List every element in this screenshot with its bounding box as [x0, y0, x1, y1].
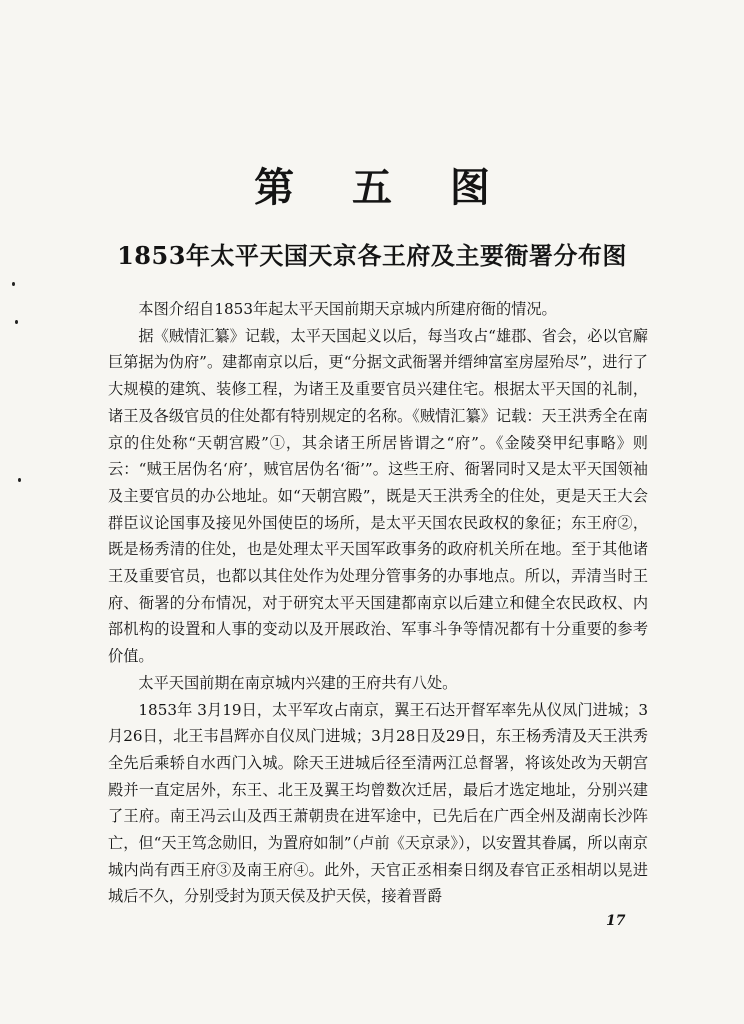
page-number: 17 — [606, 913, 626, 929]
paragraph: 据《贼情汇纂》记载，太平天国起义以后，每当攻占“雄郡、省会，必以官廨巨第据为伪府”。建都南京以后，更“分据文武衙署并缙绅富室房屋殆尽”，进行了大规模的建筑、装修工程，为诸王及重要官员兴建住宅。根据太平天国的礼制，诸王及各级官员的住处都有特别规定的名称。《贼情汇纂》记载：天王洪秀全在南京的住处称“天朝宫殿”①，其余诸王所居皆谓之“府”。《金陵癸甲纪事略》则云：“贼王居伪名‘府’，贼官居伪名‘衙’”。这些王府、衙署同时又是太平天国领袖及主要官员的办公地址。如“天朝宫殿”，既是天王洪秀全的住处，更是天王大会群臣议论国事及接见外国使臣的场所，是太平天国农民政权的象征；东王府②，既是杨秀清的住处，也是处理太平天国军政事务的政府机关所在地。至于其他诸王及重要官员，也都以其住处作为处理分管事务的办事地点。所以，弄清当时王府、衙署的分布情况，对于研究太平天国建都南京以后建立和健全农民政权、内部机构的设置和人事的变动以及开展政治、军事斗争等情况都有十分重要的参考价值。 — [108, 326, 648, 666]
map-subtitle: 1853年太平天国天京各王府及主要衙署分布图 — [117, 241, 627, 270]
paragraph: 本图介绍自1853年起太平天国前期天京城内所建府衙的情况。 — [138, 300, 557, 318]
paragraph: 1853年 3月19日，太平军攻占南京，翼王石达开督军率先从仪凤门进城；3月26日，北王韦昌辉亦自仪凤门进城；3月28日及29日，东王杨秀清及天王洪秀全先后乘轿自水西门入城。除天王进城后径至清两江总督署，将该处改为天朝宫殿并一直定居外，东王、北王及翼王均曾数次迁居，最后才选定地址，分别兴建了王府。南王冯云山及西王萧朝贵在进军途中，已先后在广西全州及湖南长沙阵亡，但“天王笃念勋旧，为置府如制”（卢前《天京录》），以安置其眷属，所以南京城内尚有西王府③及南王府④。此外，天官正丞相秦日纲及春官正丞相胡以晃进城后不久，分别受封为顶天侯及护天侯，接着晋爵 — [108, 700, 648, 906]
chapter-title: 第 五 图 — [254, 164, 512, 211]
scan-speck — [18, 478, 21, 482]
scan-speck — [12, 282, 15, 286]
scan-speck — [15, 320, 18, 324]
body-text — [108, 296, 648, 910]
paragraph: 太平天国前期在南京城内兴建的王府共有八处。 — [138, 673, 458, 692]
